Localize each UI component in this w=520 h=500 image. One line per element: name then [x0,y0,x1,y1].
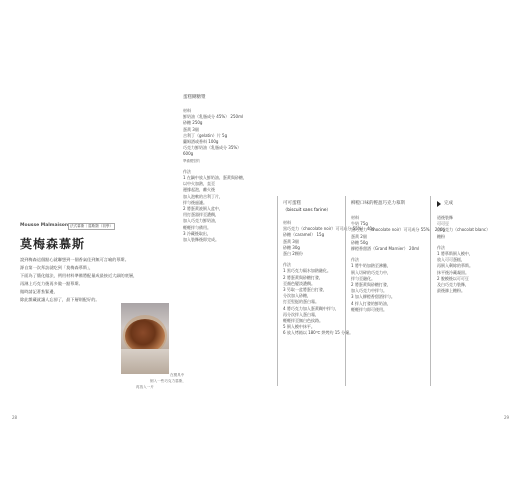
recipe-line: 至顏色變淡濃稠。 [283,280,315,286]
recipe-line: 1 將慕斯倒入模中， [437,251,473,257]
category-tag: 法式幕斯｜慕斯類（初學） [70,224,114,228]
recipe-line: 抹平後冷藏凝固。 [437,269,469,275]
recipe-line: 再倒入剩餘的慕斯。 [437,263,473,269]
recipe-line: 1 將牛奶加熱至沸騰， [351,263,391,269]
recipe-line: 黑巧克力（chocolate noir）可可成分 55%） 40g [283,226,375,232]
recipe-line: 牛奶 75g [351,221,368,227]
recipe-line: 白巧克力（chocolat blanc） [437,227,491,233]
recipe-section-body [183,108,247,243]
recipe-section-body [351,215,445,313]
photo-caption-line: 倒入一些巧克力慕斯， [150,379,186,383]
recipe-line: 3 另取一盆將蛋白打發， [283,287,327,293]
recipe-line: 及白巧克力裝飾， [437,282,469,288]
intro-line: 源自第一次拜訪就吃到「莫梅森慕斯」， [20,265,94,271]
recipe-line: 4 將巧克力加入蛋黃糊中拌勻， [283,305,339,311]
cake-photo [121,303,169,374]
recipe-line: 蛋黃 3個 [183,126,199,132]
recipe-line: 以中火加熱，直至 [183,181,215,187]
recipe-line: 砂糖 30g [283,244,300,250]
recipe-section-body [437,215,490,294]
chocolate-cake [125,319,165,353]
recipe-line: 5 倒入模中抹平。 [283,324,315,330]
recipe-line: 黑巧克力（chocolate noir）可可成分 55%） 200g [351,227,446,233]
recipe-line: 再分次拌入蛋白霜， [283,311,319,317]
recipe-section-title: 柳橙口味的輕盈巧克力慕斯 [351,201,405,206]
recipe-line: 2 將蛋黃液倒入盆中， [183,206,223,212]
recipe-line: 材料 [283,220,291,225]
recipe-line: 輕輕拌至無白色紋路。 [283,318,323,324]
triangle-bullet-icon [437,201,441,207]
column-divider [345,196,346,386]
recipe-line: 作法 [183,168,191,174]
recipe-line: 用打蛋器拌至濃稠， [183,212,219,218]
recipe-line: 準備模型的 [183,158,200,163]
recipe-line: 柳橙香甜酒（Grand Marnier） 20ml [351,246,420,252]
recipe-line: 2 將蛋黃與砂糖打發， [283,274,323,280]
recipe-line: 1 在鍋中放入鮮奶油、蛋黃與砂糖， [183,175,247,181]
recipe-line: 蘭姆酒或香料 100g [183,139,219,145]
recipe-line: 作法 [351,257,359,263]
recipe-line: 作法 [437,244,445,250]
intro-line: 再淋上巧克力後再多做一點慕斯。 [20,281,83,287]
recipe-line: 蛋黃 2個 [351,233,367,239]
recipe-line: 4 拌入打發的鮮奶油， [351,300,391,306]
recipe-line: 600g [183,151,194,157]
recipe-line: 倒入切碎的巧克力中， [351,269,391,275]
recipe-line: 蛋白 2顆份 [283,251,303,257]
recipe-line: 3 冷藏後取出， [183,230,211,236]
recipe-line: 鮮奶油（乳脂成分 45%） 250ml [183,114,244,120]
recipe-line: 可可豆 [437,221,449,227]
recipe-line: 拌勻後過濾。 [183,199,207,205]
page-title: 莫梅森慕斯 [20,237,86,251]
recipe-line: 加入裝飾後即完成。 [183,237,219,243]
recipe-section-title: 可可蛋糕 [283,201,301,206]
recipe-line: 材料 [183,108,191,113]
intro-line: 說到梅森這個點心就聯想到一個香氣佳到無可言喻的慕斯。 [20,257,129,262]
recipe-line: 加入泡軟的吉利丁片， [183,193,223,199]
intro-line: 下面為了簡化做法，例用材料準備將配量成最接近大細的底層， [20,273,138,279]
intro-line: 做時請記著紮緊邊， [20,289,58,295]
recipe-line: 加入巧克力鮮奶油， [183,218,219,224]
recipe-line: 最後篩上糖粉。 [437,288,465,294]
page-number-left: 28 [12,415,18,420]
dessert-label: Mousse Malmaison [20,223,69,228]
recipe-line: 作法 [283,262,291,268]
intro-text [20,256,137,305]
recipe-section-subtitle: （biscuit sans farine） [283,208,331,213]
intro-line: 除此雜藏就讓人忘卻了，最下層則配好的。 [20,297,100,303]
recipe-line: 放入可可蛋糕， [437,257,465,263]
recipe-line: 2 脫模後以可可豆 [437,275,469,281]
column-divider [277,196,278,386]
recipe-section-title: 蛋糕糊糖漿 [183,95,206,100]
recipe-line: 打至堅挺的蛋白霜。 [283,299,319,305]
recipe-line: 吉利丁（gelatin）片 5g [183,132,228,138]
recipe-line: 3 加入柳橙香甜酒拌勻。 [351,294,395,300]
recipe-line: 砂糖（caramel） 15g [283,232,325,238]
plate [121,349,169,374]
recipe-line: 巧克力鮮奶油（乳脂成分 35%） [183,145,242,151]
recipe-line: 1 黑巧克力隔水加熱融化。 [283,268,331,274]
recipe-line: 2 將蛋黃與砂糖打發， [351,282,391,288]
column-divider [430,196,431,386]
photo-caption-line: 在模具中 [170,373,185,377]
recipe-line: 邊緣起泡，離火後 [183,187,215,193]
recipe-line: 輕輕拌勻即可使用。 [351,306,387,312]
recipe-line: 材料 [351,215,359,220]
recipe-line: 拌勻至融化。 [351,275,375,281]
recipe-line: 6 放入烤箱以 180℃ 烘烤約 15 分鐘。 [283,330,354,336]
recipe-line: 加入巧克力中拌勻。 [351,288,387,294]
page-number-right: 29 [504,415,510,420]
recipe-section-title: 完成 [444,201,453,206]
recipe-line: 分次加入砂糖， [283,293,311,299]
recipe-line: 糖粉 [437,233,445,239]
photo-caption-line: 再放入一片 [136,385,154,389]
recipe-line: 砂糖 50g [351,239,368,245]
recipe-line: 砂糖 250g [183,120,203,126]
recipe-line: 蛋黃 3個 [283,238,299,244]
recipe-line: 輕輕拌勻備用。 [183,224,211,230]
recipe-line: 道後裝飾 [437,215,453,220]
